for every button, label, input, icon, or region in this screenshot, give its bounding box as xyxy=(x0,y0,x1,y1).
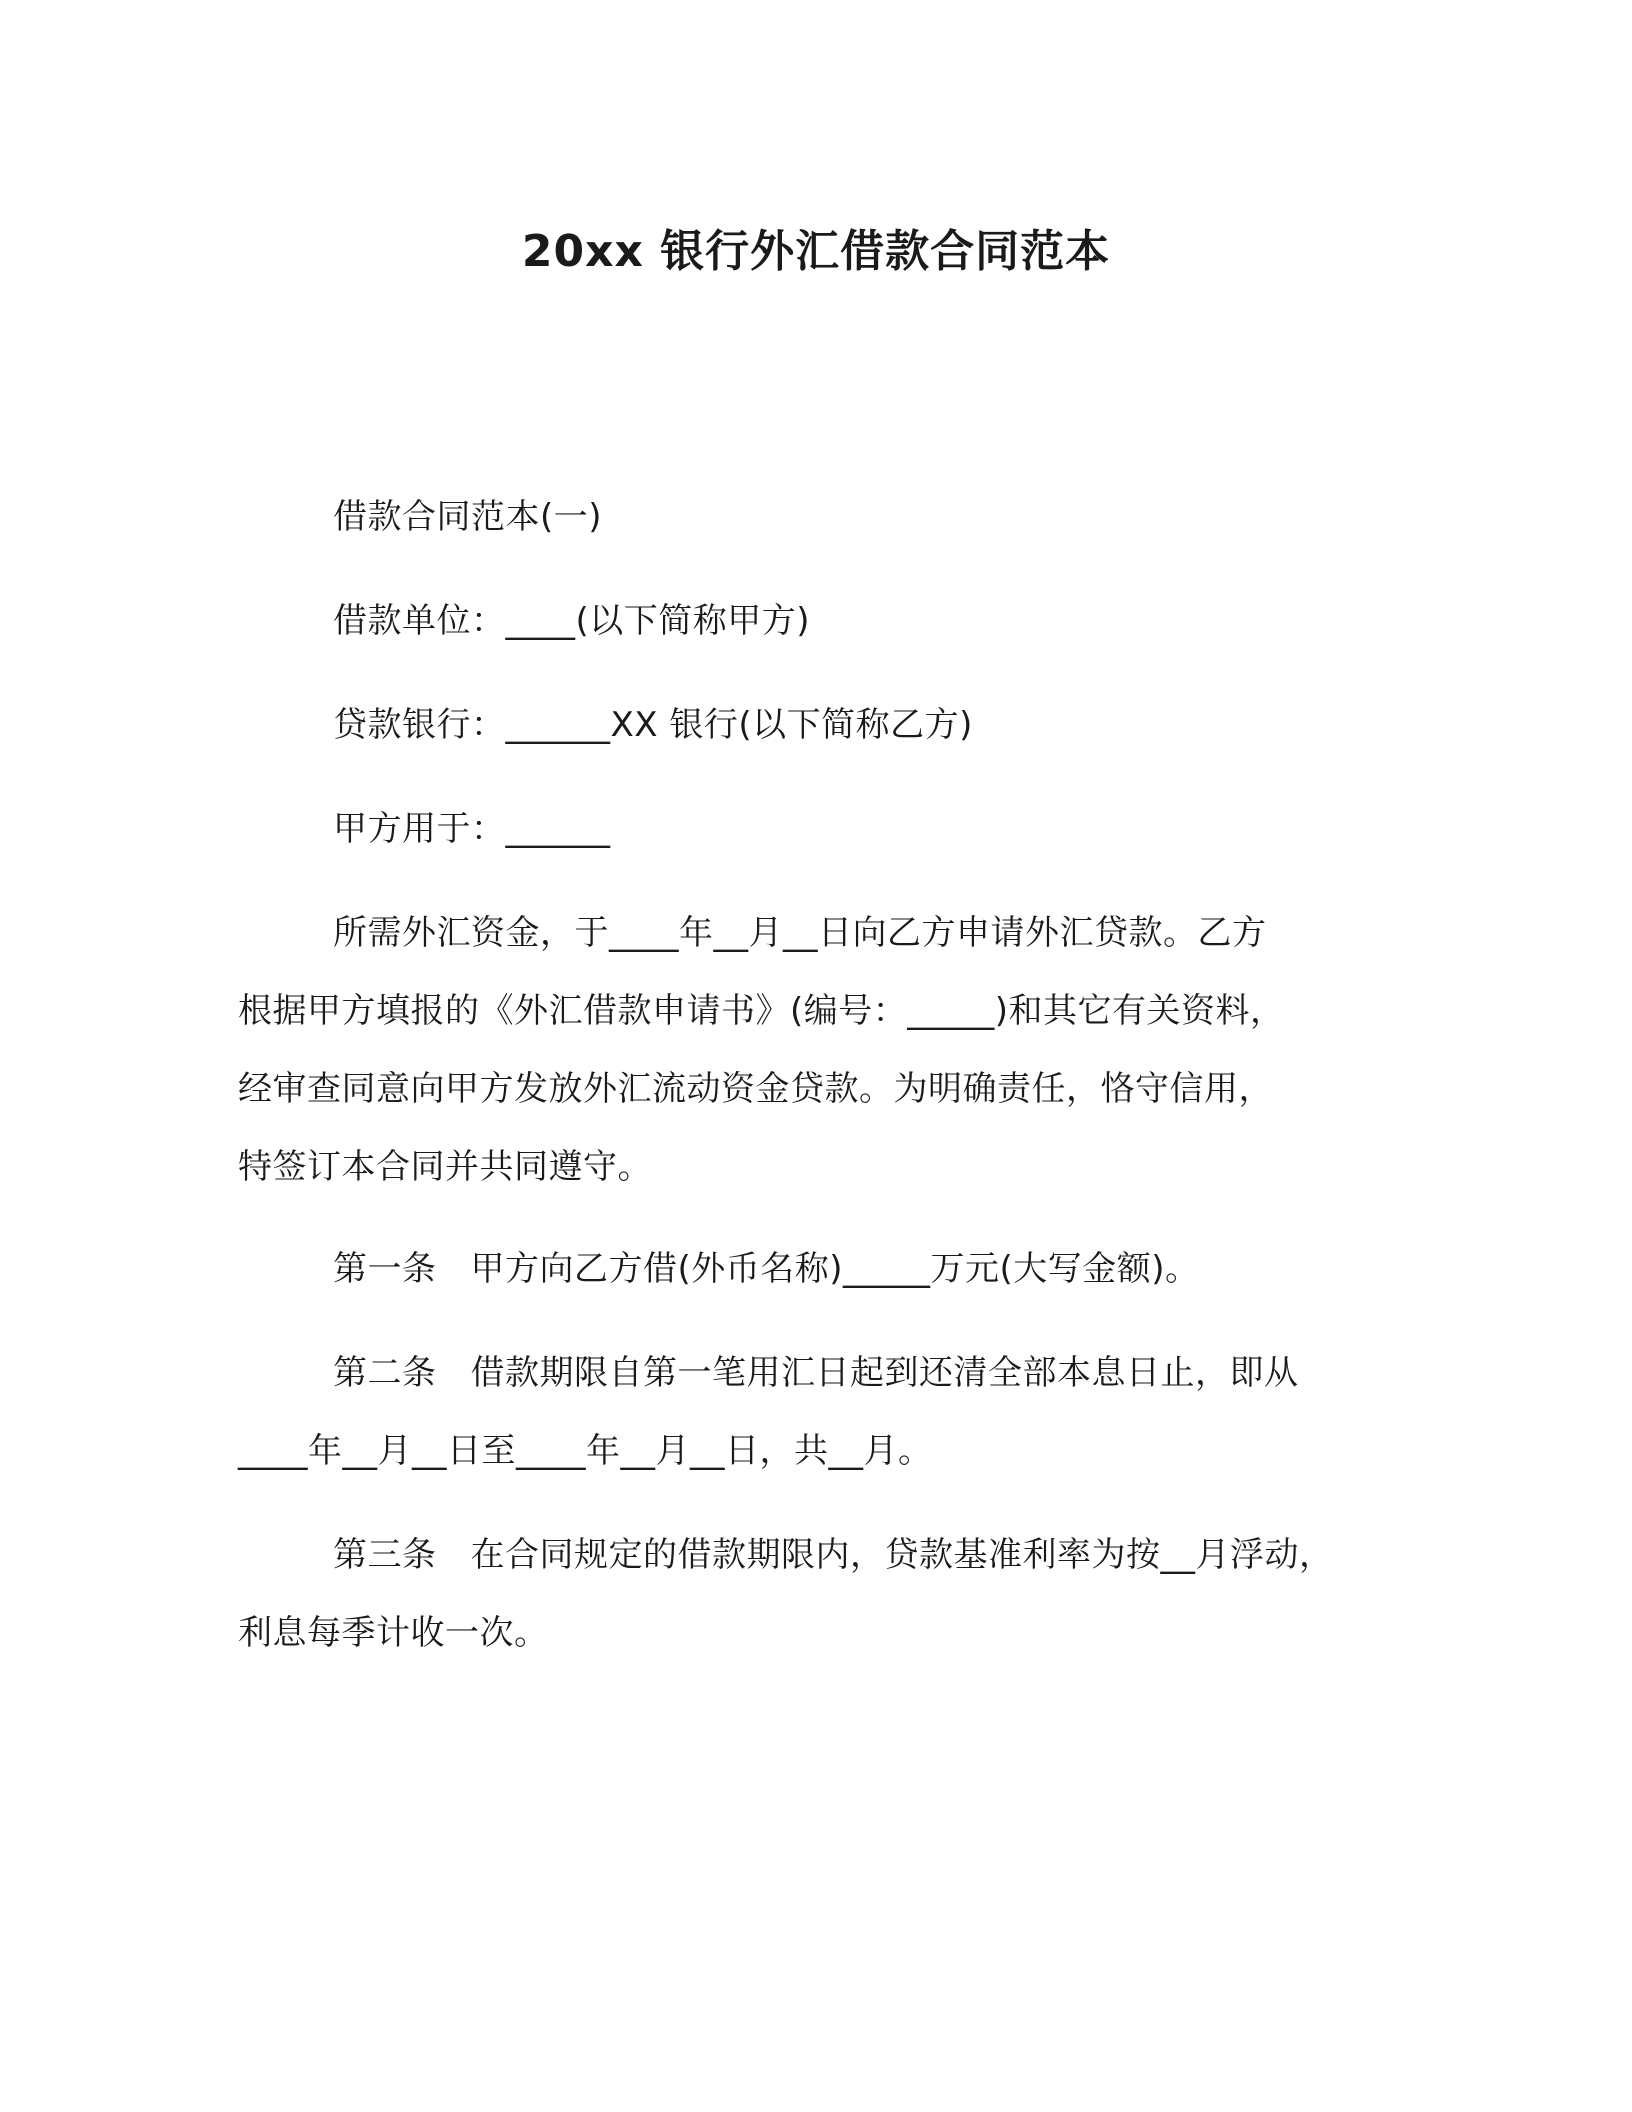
article-1-label: 第一条 xyxy=(333,1249,437,1289)
preamble-line-3: 经审查同意向甲方发放外汇流动资金贷款。为明确责任，恪守信用， xyxy=(238,1069,1273,1109)
article-2-continuation: ____年__月__日至____年__月__日，共__月。 xyxy=(238,1431,933,1471)
preamble-line-4: 特签订本合同并共同遵守。 xyxy=(238,1147,652,1187)
section-heading: 借款合同范本(一) xyxy=(333,497,603,537)
article-1-text: 甲方向乙方借(外币名称)_____万元(大写金额)。 xyxy=(470,1249,1200,1289)
preamble-line-2: 根据甲方填报的《外汇借款申请书》(编号：_____)和其它有关资料， xyxy=(238,991,1285,1031)
article-3-text: 在合同规定的借款期限内，贷款基准利率为按__月浮动， xyxy=(470,1535,1334,1575)
article-2 xyxy=(333,1350,1299,1396)
lender-bank-line: 贷款银行：______XX 银行(以下简称乙方) xyxy=(333,705,973,745)
purpose-line: 甲方用于：______ xyxy=(333,809,611,849)
article-2-label: 第二条 xyxy=(333,1353,437,1393)
preamble-line-1: 所需外汇资金，于____年__月__日向乙方申请外汇贷款。乙方 xyxy=(333,913,1267,953)
document-title: 20xx 银行外汇借款合同范本 xyxy=(521,226,1111,277)
article-1 xyxy=(333,1246,1200,1292)
article-2-text: 借款期限自第一笔用汇日起到还清全部本息日止，即从 xyxy=(470,1353,1299,1393)
borrower-line: 借款单位：____(以下简称甲方) xyxy=(333,601,811,641)
article-3 xyxy=(333,1532,1334,1578)
article-3-label: 第三条 xyxy=(333,1535,437,1575)
article-3-continuation: 利息每季计收一次。 xyxy=(238,1613,549,1653)
